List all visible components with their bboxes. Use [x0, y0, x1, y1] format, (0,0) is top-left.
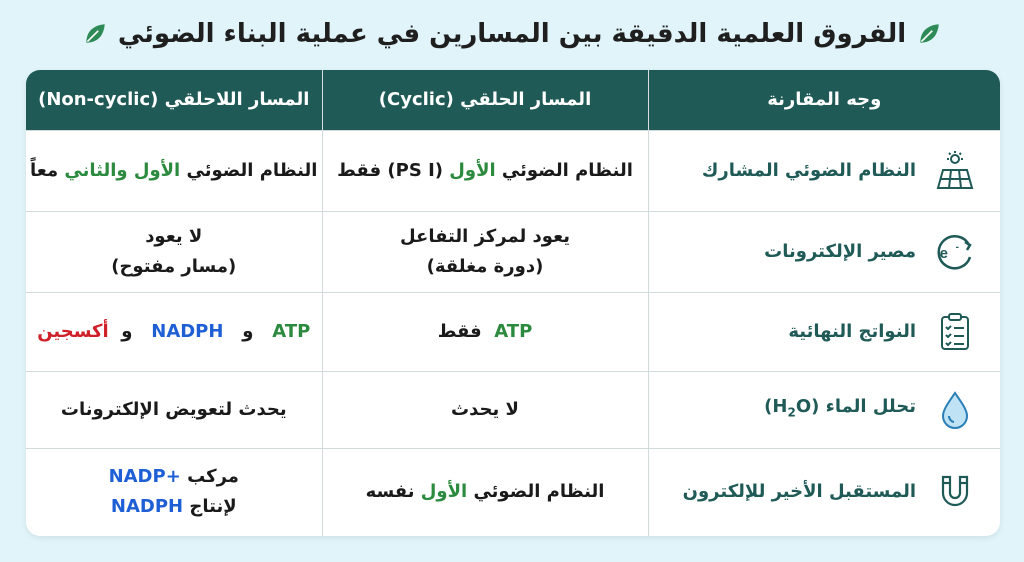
cyclic-cell: النظام الضوئي الأول (PS I) فقط: [322, 130, 648, 211]
svg-text:-: -: [955, 241, 959, 253]
cyclic-cell: لا يحدث: [322, 371, 648, 448]
page-header: [0, 0, 1024, 68]
comparison-table: [26, 70, 1000, 536]
noncyclic-cell: يحدث لتعويض الإلكترونات: [26, 371, 322, 448]
solar-panel-icon: [934, 150, 976, 192]
aspect-cell: [648, 211, 1000, 292]
electron-cycle-icon: [934, 231, 976, 273]
page-title: الفروق العلمية الدقيقة بين المسارين في عملية البناء الضوئي: [117, 19, 907, 49]
cyclic-cell: ATP فقط: [322, 292, 648, 371]
noncyclic-cell: ATP و NADPH و أكسجين: [26, 292, 322, 371]
table-row: [26, 371, 1000, 448]
table-row: [26, 130, 1000, 211]
noncyclic-cell: النظام الضوئي الأول والثاني معاً: [26, 130, 322, 211]
svg-text:e: e: [939, 244, 948, 262]
water-drop-icon: [934, 389, 976, 431]
cyclic-cell: النظام الضوئي الأول نفسه: [322, 448, 648, 536]
aspect-label: المستقبل الأخير للإلكترون: [682, 481, 916, 503]
clipboard-checklist-icon: [934, 311, 976, 353]
aspect-label: مصير الإلكترونات: [764, 240, 916, 262]
table-row: [26, 211, 1000, 292]
table-row: [26, 448, 1000, 536]
table-header-row: [26, 70, 1000, 130]
aspect-cell: [648, 292, 1000, 371]
leaf-icon: [82, 21, 108, 47]
aspect-cell: [648, 130, 1000, 211]
aspect-label: تحلل الماء $(H_2O)$: [764, 395, 916, 420]
comparison-card: [26, 70, 1000, 536]
cyclic-cell: يعود لمركز التفاعل (دورة مغلقة): [322, 211, 648, 292]
aspect-cell: [648, 371, 1000, 448]
magnet-icon: [934, 471, 976, 513]
aspect-label: النظام الضوئي المشارك: [701, 159, 916, 181]
header-cyclic: المسار الحلقي (Cyclic): [322, 70, 648, 130]
noncyclic-cell: مركب +NADP لإنتاج NADPH: [26, 448, 322, 536]
aspect-cell: [648, 448, 1000, 536]
header-aspect: وجه المقارنة: [648, 70, 1000, 130]
leaf-icon: [916, 21, 942, 47]
table-row: [26, 292, 1000, 371]
noncyclic-cell: لا يعود (مسار مفتوح): [26, 211, 322, 292]
aspect-label: النواتج النهائية: [788, 320, 916, 342]
header-noncyclic: المسار اللاحلقي (Non-cyclic): [26, 70, 322, 130]
